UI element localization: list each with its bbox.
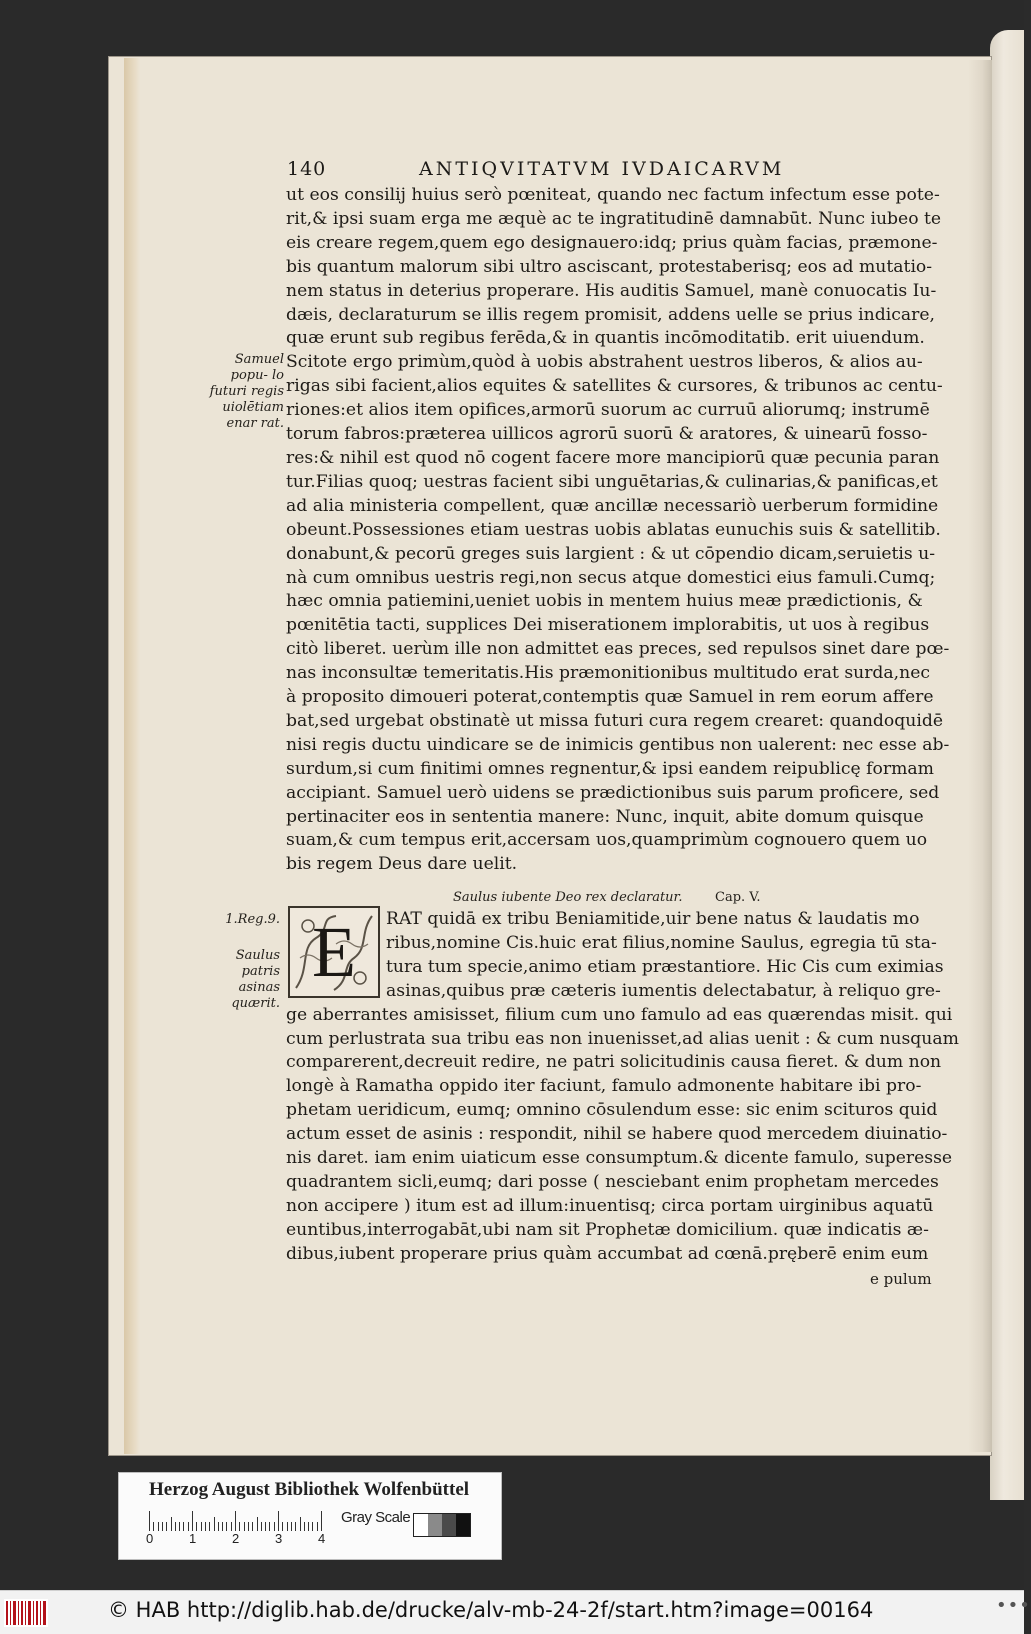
text-line: euntibus,interrogabāt,ubi nam sit Prophetæ domicilium. quæ indicatis æ- (286, 1219, 929, 1240)
text-line: actum esset de asinis : respondit, nihil se habere quod mercedem diuinatio- (286, 1124, 948, 1145)
text-line: longè à Ramatha oppido iter faciunt, famulo admonente habitare ibi pro- (286, 1076, 922, 1097)
text-line: quæ erunt sub regibus ferēda,& in quantis incōmoditatib. erit uiuendum. (286, 328, 925, 349)
source-url[interactable]: © HAB http://diglib.hab.de/drucke/alv-mb-24-2f/start.htm?image=00164 (108, 1598, 874, 1622)
text-line: dibus,iubent properare prius quàm accumbat ad cœnā.pręberē enim eum (286, 1243, 929, 1264)
next-page-edge (990, 30, 1024, 1500)
ruler-tick (196, 1522, 197, 1531)
ruler-tick (321, 1511, 322, 1531)
ruler-tick (149, 1511, 150, 1531)
text-line: nem status in deterius properare. His auditis Samuel, manè conuocatis Iu- (286, 280, 937, 301)
chapter-text (286, 908, 959, 1267)
text-line: bis quantum malorum sibi ultro asciscant, protestaberisq; eos ad mutatio- (286, 256, 933, 277)
text-line: Scitote ergo primùm,quòd à uobis abstrahent uestros liberos, & alios au- (286, 352, 923, 373)
footer-bar (0, 1590, 1031, 1634)
chapter-number: Cap. V. (715, 890, 761, 905)
text-line: pœnitētia tacti, supplices Dei miserationem implorabitis, ut uos à regibus (286, 615, 930, 636)
text-line: nas inconsultæ temeritatis.His præmonitionibus multitudo erat surda,nec (286, 663, 931, 684)
text-line: pertinaciter eos in sententia manere: Nunc, inquit, abite domum quisque (286, 806, 924, 827)
ruler-tick (205, 1522, 206, 1531)
text-line: nis daret. iam enim uiaticum esse consumptum.& dicente famulo, superesse (286, 1148, 953, 1169)
ruler-tick (308, 1522, 309, 1531)
ruler-number: 4 (318, 1531, 326, 1546)
ruler-tick (261, 1522, 262, 1531)
hab-barcode-icon[interactable] (4, 1599, 48, 1627)
ruler-tick (252, 1522, 253, 1531)
text-line: surdum,si cum finitimi omnes regnentur,& ipsi eandem reipublicę formam (286, 758, 934, 779)
ruler-tick (179, 1522, 180, 1531)
text-line: à proposito dimoueri poterat,contemptis quæ Samuel in rem eorum affere (286, 687, 934, 708)
ruler-tick (183, 1522, 184, 1531)
ruler-tick (278, 1511, 279, 1531)
text-line: ut eos consilij huius serò pœniteat, quando nec factum infectum esse pote- (286, 185, 940, 205)
ruler-tick (300, 1517, 301, 1531)
body-text (286, 184, 950, 877)
text-line: ribus,nomine Cis.huic erat filius,nomine Saulus, egregia tū sta- (386, 932, 937, 953)
grayscale-label: Gray Scale (341, 1509, 411, 1526)
grayscale-swatch (414, 1514, 428, 1536)
text-line: quadrantem sicli,eumq; dari posse ( nesciebant enim prophetam mercedes (286, 1171, 939, 1192)
text-line: citò liberet. uerùm ille non admittet eas preces, sed repulsos sinet dare pœ- (286, 639, 950, 660)
text-line: non accipere ) itum est ad illum:inuentisq; circa portam uirginibus aquatū (286, 1195, 934, 1216)
ruler-tick (257, 1517, 258, 1531)
text-line: donabunt,& pecorū greges suis largient : & ut cōpendio dicam,seruietis u- (286, 543, 936, 564)
page-gutter (968, 60, 992, 1452)
text-line: tur.Filias quoq; uestras facient sibi unguētarias,& culinarias,& panificas,et (286, 471, 938, 492)
text-line: hæc omnia patiemini,ueniet uobis in mentem huius meæ prædictionis, & (286, 591, 923, 612)
margin-note-samuel: Samuel popu- lo futuri regis uiolētiam enar rat. (209, 352, 284, 431)
folio-number: 140 (287, 158, 327, 180)
text-line: ad alia ministeria compellent, quæ ancillæ necessariò uerberum formidine (286, 495, 939, 516)
text-line: rigas sibi facient,alios equites & satellites & cursores, & tribunos ac centu- (286, 376, 943, 397)
ruler-tick (166, 1522, 167, 1531)
ruler-tick (209, 1522, 210, 1531)
ruler-tick (235, 1511, 236, 1531)
text-line: nisi regis ductu uindicare se de inimicis gentibus non ualerent: nec esse ab- (286, 734, 950, 755)
ruler-tick (188, 1522, 189, 1531)
library-name: Herzog August Bibliothek Wolfenbüttel (149, 1479, 470, 1500)
ruler-tick (291, 1522, 292, 1531)
text-line: torum fabros:præterea uillicos agrorū suorū & aratores, & uinearū fosso- (286, 424, 928, 445)
ruler-tick (295, 1522, 296, 1531)
more-options-icon[interactable]: ••• (996, 1595, 1031, 1616)
ruler-tick (201, 1522, 202, 1531)
text-line: ge aberrantes amisisset, filium cum uno famulo ad eas quærendas misit. qui (286, 1004, 953, 1025)
grayscale-swatch (456, 1514, 470, 1536)
ruler-number: 2 (232, 1531, 240, 1546)
ruler-tick (171, 1517, 172, 1531)
ruler-tick (304, 1522, 305, 1531)
ruler-scale (149, 1511, 321, 1531)
ruler-tick (244, 1522, 245, 1531)
ruler-number: 3 (275, 1531, 283, 1546)
ruler-tick (231, 1522, 232, 1531)
ruler-tick (218, 1522, 219, 1531)
ruler-number: 0 (146, 1531, 154, 1546)
margin-note-reference: 1.Reg.9. (225, 912, 280, 927)
text-line: riones:et alios item opifices,armorū suorum ac curruū aliorumq; instrumē (286, 400, 930, 421)
ruler-tick (312, 1522, 313, 1531)
ruler-tick (282, 1522, 283, 1531)
catchword: e pulum (870, 1270, 932, 1288)
text-line: RAT quidā ex tribu Beniamitide,uir bene natus & laudatis mo (386, 909, 920, 929)
running-title: ANTIQVITATVM IVDAICARVM (419, 158, 785, 180)
text-line: suam,& cum tempus erit,accersam uos,quamprimùm cognouero quem uo (286, 830, 928, 851)
text-line: rit,& ipsi suam erga me æquè ac te ingratitudinē damnabūt. Nunc iubeo te (286, 208, 942, 229)
page-left-edge (124, 58, 140, 1454)
page-header (287, 158, 937, 184)
initial-letter: E (312, 912, 356, 992)
ruler-tick (162, 1522, 163, 1531)
text-line: comparerent,decreuit redire, ne patri solicitudinis causa fieret. & dum non (286, 1052, 942, 1073)
chapter-summary: Saulus iubente Deo rex declaratur. (453, 890, 683, 905)
ruler-tick (269, 1522, 270, 1531)
text-line: accipiant. Samuel uerò uidens se prædictionibus suis parum proficere, sed (286, 782, 940, 803)
text-line: tura tum specie,animo etiam præstantiore. Hic Cis cum eximias (386, 956, 944, 977)
ruler-tick (274, 1522, 275, 1531)
ruler-tick (248, 1522, 249, 1531)
ruler-tick (317, 1522, 318, 1531)
text-line: obeunt.Possessiones etiam uestras uobis ablatas eunuchis suis & satellitib. (286, 519, 941, 540)
color-scale-card (118, 1472, 502, 1560)
ruler-tick (192, 1511, 193, 1531)
ruler-tick (239, 1522, 240, 1531)
grayscale-swatches (413, 1513, 471, 1537)
ruler-tick (175, 1522, 176, 1531)
text-line: res:& nihil est quod nō cogent facere more mancipiorū quæ pecunia paran (286, 447, 940, 468)
ruler-tick (214, 1517, 215, 1531)
text-line: bat,sed urgebat obstinatè ut missa futuri cura regem crearet: quandoquidē (286, 710, 943, 731)
ruler-tick (158, 1522, 159, 1531)
ruler-tick (287, 1522, 288, 1531)
ruler-number: 1 (189, 1531, 197, 1546)
chapter-heading (453, 890, 933, 910)
margin-note-saulus: Saulus patris asinas quærit. (231, 948, 280, 1011)
text-line: bis regem Deus dare uelit. (286, 854, 518, 875)
text-line: phetam ueridicum, eumq; omnino cōsulendum esse: sic enim scituros quid (286, 1100, 938, 1121)
text-line: cum perlustrata sua tribu eas non inuenisset,ad alias uenit : & cum nusquam (286, 1028, 959, 1049)
text-line: eis creare regem,quem ego designauero:idq; prius quàm facias, præmone- (286, 232, 938, 253)
grayscale-swatch (428, 1514, 442, 1536)
text-line: dæis, declaraturum se illis regem promisit, addens uelle se prius indicare, (286, 304, 935, 325)
text-line: nà cum omnibus uestris regi,non secus atque domestici eius famuli.Cumq; (286, 567, 936, 588)
grayscale-swatch (442, 1514, 456, 1536)
ruler-tick (226, 1522, 227, 1531)
ruler-tick (222, 1522, 223, 1531)
ruler-tick (153, 1522, 154, 1531)
ruler-tick (265, 1522, 266, 1531)
text-line: asinas,quibus præ cæteris iumentis delectabatur, à reliquo gre- (386, 980, 941, 1001)
